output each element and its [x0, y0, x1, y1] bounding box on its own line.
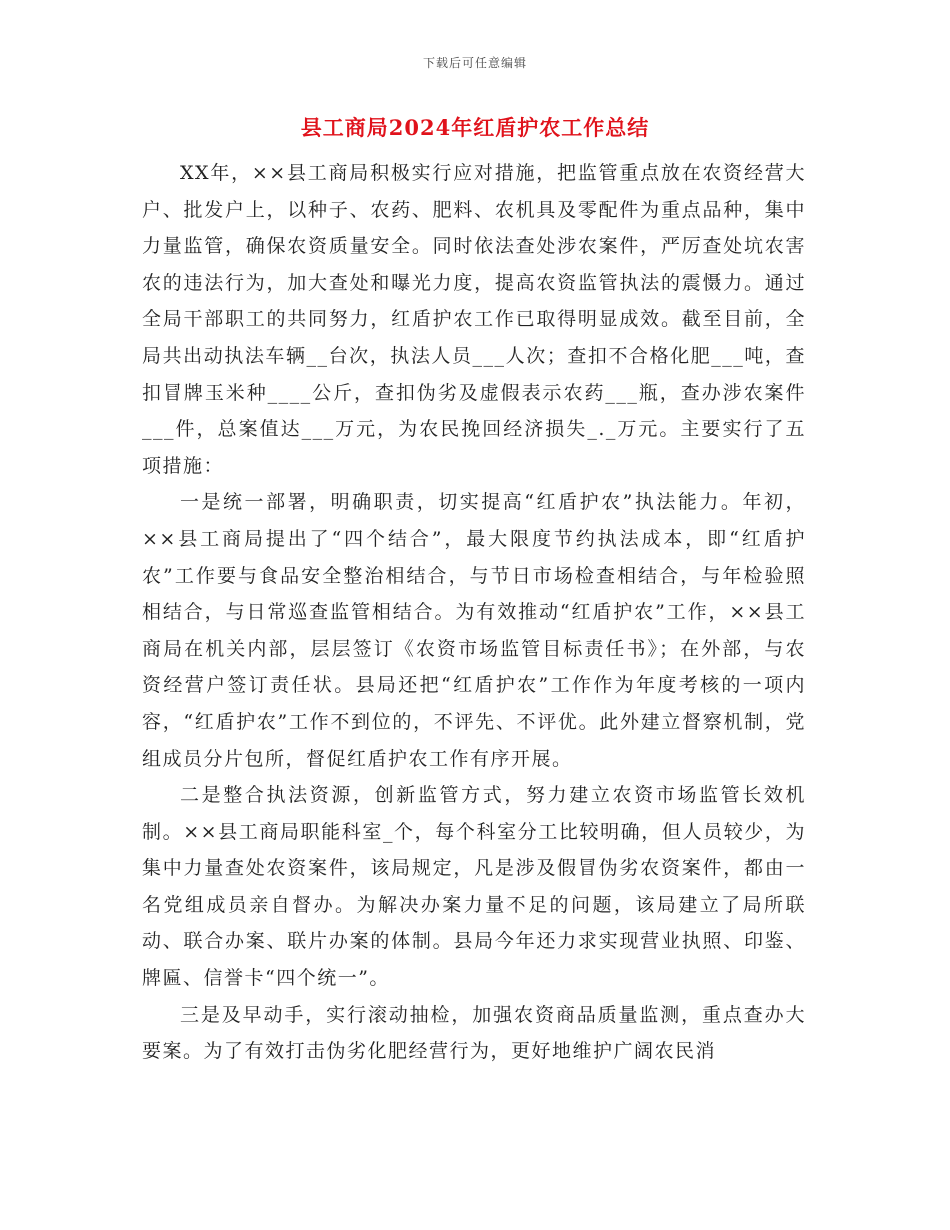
document-body [142, 155, 806, 1070]
page-header-note: 下载后可任意编辑 [422, 56, 527, 70]
document-title: 县工商局2024年红盾护农工作总结 [300, 115, 650, 140]
paragraph-intro: XX年，××县工商局积极实行应对措施，把监管重点放在农资经营大户、批发户上，以种子、农药、肥料、农机具及零配件为重点品种，集中力量监管，确保农资质量安全。同时依法查处涉农案件，严厉查处坑农害农的违法行为，加大查处和曝光力度，提高农资监管执法的震慑力。通过全局干部职工的共同努力，红盾护农工作已取得明显成效。截至目前，全局共出动执法车辆__台次，执法人员___人次；查扣不合格化肥___吨，查扣冒牌玉米种____公斤，查扣伪劣及虚假表示农药___瓶，查办涉农案件___件，总案值达___万元，为农民挽回经济损失_._万元。主要实行了五项措施： [142, 162, 806, 477]
paragraph-measure-1: 一是统一部署，明确职责，切实提高“红盾护农”执法能力。年初，××县工商局提出了“四个结合”，最大限度节约执法成本，即“红盾护农”工作要与食品安全整治相结合，与节日市场检查相结合，与年检验照相结合，与日常巡查监管相结合。为有效推动“红盾护农”工作，××县工商局在机关内部，层层签订《农资市场监管目标责任书》；在外部，与农资经营户签订责任状。县局还把“红盾护农”工作作为年度考核的一项内容，“红盾护农”工作不到位的，不评先、不评优。此外建立督察机制，党组成员分片包所，督促红盾护农工作有序开展。 [142, 491, 806, 770]
paragraph-measure-3: 三是及早动手，实行滚动抽检，加强农资商品质量监测，重点查办大要案。为了有效打击伪劣化肥经营行为，更好地维护广阔农民消 [142, 1003, 806, 1063]
paragraph-measure-2: 二是整合执法资源，创新监管方式，努力建立农资市场监管长效机制。××县工商局职能科室_个，每个科室分工比较明确，但人员较少，为集中力量查处农资案件，该局规定，凡是涉及假冒伪劣农资案件，都由一名党组成员亲自督办。为解决办案力量不足的问题，该局建立了局所联动、联合办案、联片办案的体制。县局今年还力求实现营业执照、印鉴、牌匾、信誉卡“四个统一”。 [142, 784, 806, 990]
